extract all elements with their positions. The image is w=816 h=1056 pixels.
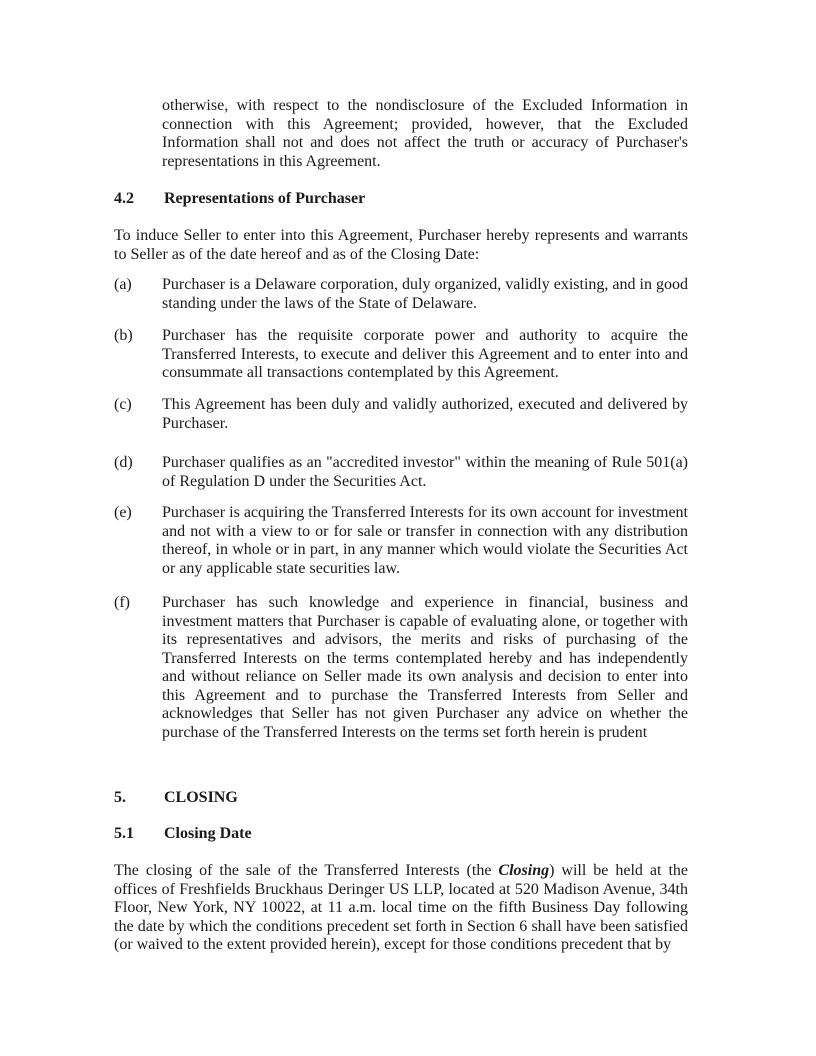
paragraph-text-start: The closing of the sale of the Transferred Interests (the: [114, 862, 499, 879]
list-item-label: (c): [114, 396, 132, 413]
section-5-heading: [114, 789, 688, 807]
section-title: Closing Date: [164, 825, 252, 842]
section-5-1-heading: [114, 825, 688, 843]
section-title: Representations of Purchaser: [164, 190, 366, 207]
list-item-text: Purchaser has such knowledge and experience in financial, business and investment matters that Purchaser is capable of evaluating alone, or together with its representatives and advisors, the merits and risks of purchasing of the Transferred Interests on the terms contemplated hereby and has independently and without reliance on Seller made its own analysis and decision to enter into this Agreement and to purchase the Transferred Interests from Seller and acknowledges that Seller has not given Purchaser any advice on whether the purchase of the Transferred Interests on the terms set forth herein is prudent: [162, 594, 688, 741]
list-item-text: Purchaser is acquiring the Transferred Interests for its own account for investment and not with a view to or for sale or transfer in connection with any distribution thereof, in whole or in part, in any manner which would violate the Securities Act or any applicable state securities law.: [162, 504, 688, 577]
list-item-text: Purchaser is a Delaware corporation, duly organized, validly existing, and in good standing under the laws of the State of Delaware.: [162, 276, 688, 312]
list-item-label: (a): [114, 276, 132, 293]
section-number: 5.: [114, 789, 126, 806]
section-4-2-heading: [114, 190, 688, 208]
list-item-label: (e): [114, 504, 132, 521]
list-item-label: (f): [114, 594, 130, 611]
list-item-text: Purchaser has the requisite corporate power and authority to acquire the Transferred Interests, to execute and deliver this Agreement and to enter into and consummate all transactions contemplated by this Agreement.: [162, 327, 688, 381]
section-5-1-paragraph: [114, 862, 688, 955]
paragraph-text-end: ) will be held at the offices of Freshfields Bruckhaus Deringer US LLP, located at 520 Madison Avenue, 34th Floor, New York, NY 10022, at 11 a.m. local time on the fifth Business Day following the date by which the conditions precedent set forth in Section 6 shall have been satisfied (or waived to the extent provided herein), except for those conditions precedent that by: [114, 862, 688, 953]
section-number: 4.2: [114, 190, 134, 207]
list-item-label: (d): [114, 454, 133, 471]
list-item-text: Purchaser qualifies as an "accredited investor" within the meaning of Rule 501(a) of Regulation D under the Securities Act.: [162, 454, 688, 490]
section-4-2-intro: To induce Seller to enter into this Agreement, Purchaser hereby represents and warrants to Seller as of the date hereof and as of the Closing Date:: [114, 227, 688, 263]
list-item-label: (b): [114, 327, 133, 344]
list-item-text: This Agreement has been duly and validly authorized, executed and delivered by Purchaser.: [162, 396, 688, 432]
defined-term-closing: Closing: [498, 862, 550, 879]
section-title: CLOSING: [164, 789, 238, 806]
continuation-paragraph: otherwise, with respect to the nondisclosure of the Excluded Information in connection with this Agreement; provided, however, that the Excluded Information shall not and does not affect the truth or accuracy of Purchaser's representations in this Agreement.: [162, 97, 688, 170]
section-number: 5.1: [114, 825, 134, 842]
